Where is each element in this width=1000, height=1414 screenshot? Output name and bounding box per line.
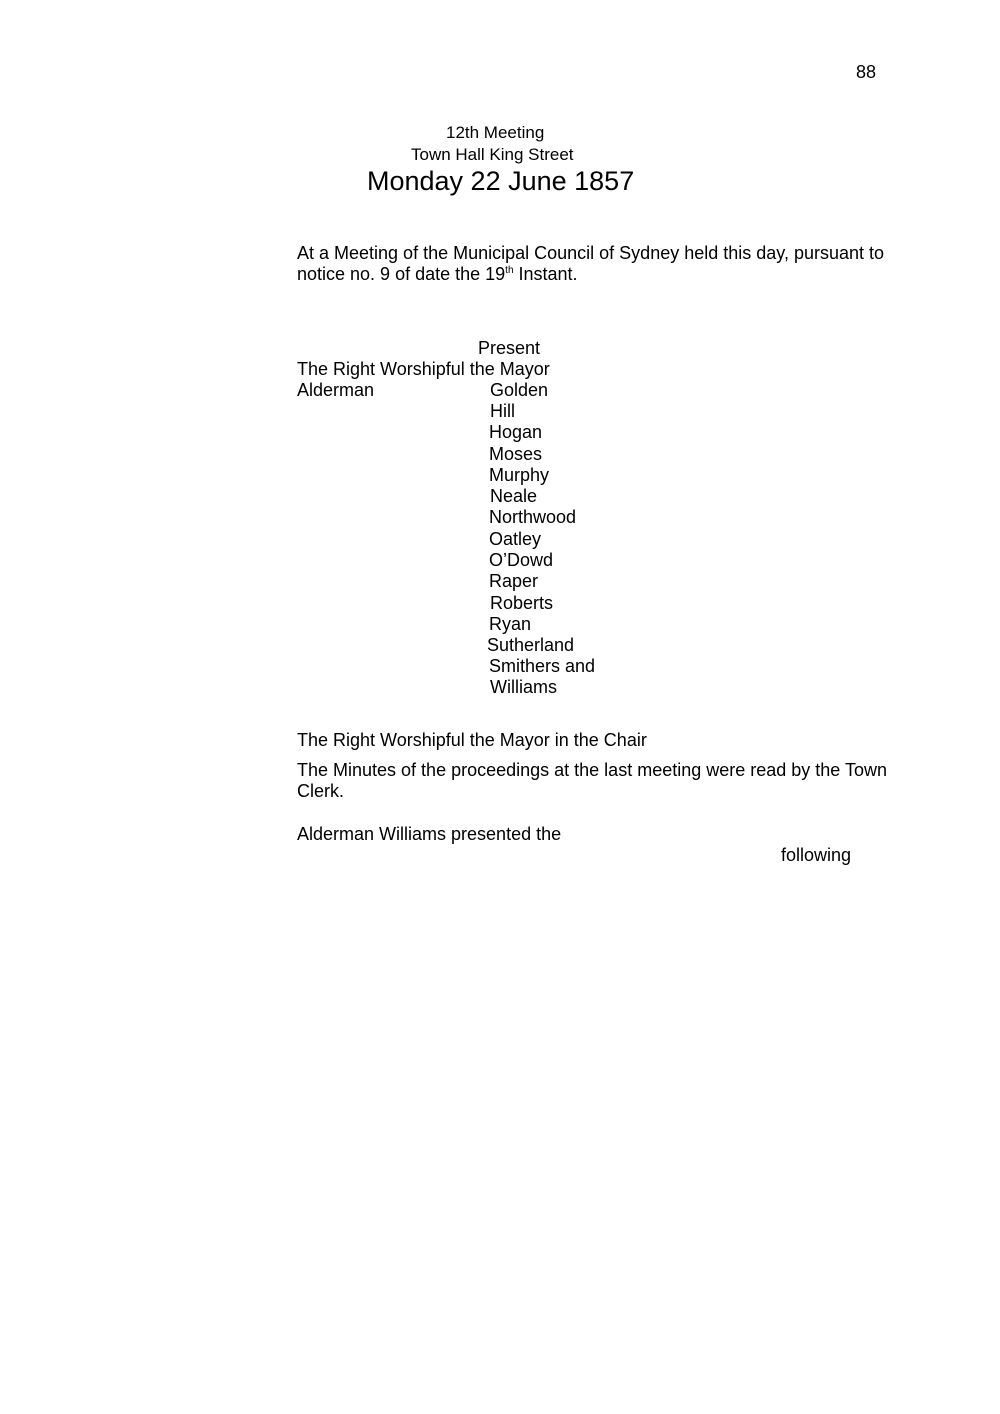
intro-line-2 bbox=[297, 264, 578, 285]
alderman-name: Golden bbox=[490, 380, 549, 400]
alderman-name: Sutherland bbox=[487, 635, 575, 655]
alderman-name: O’Dowd bbox=[489, 550, 554, 570]
presented-line: Alderman Williams presented the bbox=[297, 824, 562, 844]
present-heading: Present bbox=[478, 338, 541, 358]
meeting-location: Town Hall King Street bbox=[411, 145, 574, 164]
minutes-line-2: Clerk. bbox=[297, 781, 345, 801]
alderman-name: Roberts bbox=[490, 593, 554, 613]
page-number: 88 bbox=[856, 62, 877, 82]
alderman-name: Neale bbox=[490, 486, 538, 506]
alderman-name: Oatley bbox=[489, 529, 542, 549]
alderman-name: Raper bbox=[489, 571, 539, 591]
meeting-date-title: Monday 22 June 1857 bbox=[367, 166, 635, 196]
chair-line: The Right Worshipful the Mayor in the Chair bbox=[297, 730, 647, 750]
alderman-name: Murphy bbox=[489, 465, 550, 485]
intro-line-1: At a Meeting of the Municipal Council of Sydney held this day, pursuant to bbox=[297, 243, 885, 263]
alderman-label: Alderman bbox=[297, 380, 375, 400]
alderman-name: Williams bbox=[490, 677, 557, 697]
intro-line-2-text: notice no. 9 of date the 19 bbox=[297, 264, 506, 284]
catchword-following: following bbox=[781, 845, 852, 865]
alderman-name: Hill bbox=[490, 401, 515, 421]
alderman-name: Northwood bbox=[489, 507, 577, 527]
meeting-number: 12th Meeting bbox=[446, 123, 545, 142]
mayor-line: The Right Worshipful the Mayor bbox=[297, 359, 550, 379]
alderman-name: Smithers and bbox=[489, 656, 596, 676]
alderman-name: Hogan bbox=[489, 422, 543, 442]
alderman-name: Moses bbox=[489, 444, 543, 464]
intro-line-2-end: Instant. bbox=[513, 264, 578, 284]
intro-superscript: th bbox=[505, 265, 514, 276]
minutes-line-1: The Minutes of the proceedings at the last meeting were read by the Town bbox=[297, 760, 888, 780]
alderman-name: Ryan bbox=[489, 614, 532, 634]
